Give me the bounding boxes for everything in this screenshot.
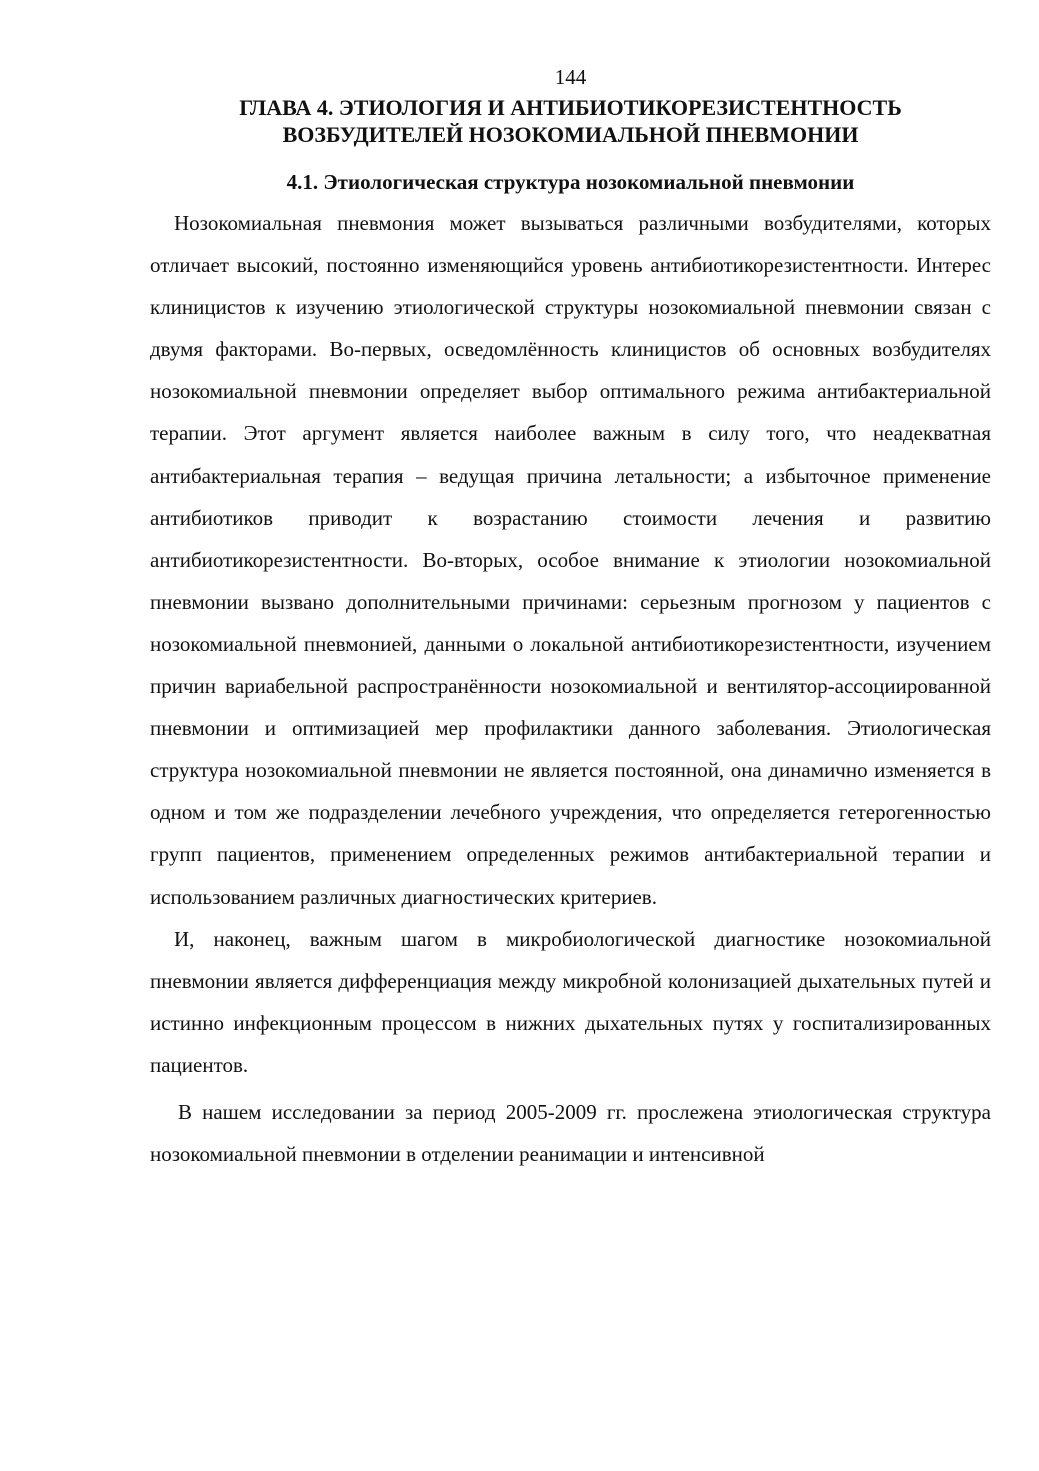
chapter-title-line-2: ВОЗБУДИТЕЛЕЙ НОЗОКОМИАЛЬНОЙ ПНЕВМОНИИ (282, 122, 859, 147)
page-number: 144 (554, 65, 587, 89)
body-paragraph-3: В нашем исследовании за период 2005-2009 гг. прослежена этиологическая структура нозокомиальной пневмонии в отделении реанимации и интенсивной (150, 1099, 991, 1167)
section-title: 4.1. Этиологическая структура нозокомиальной пневмонии (286, 170, 855, 194)
chapter-title (150, 94, 991, 148)
document-page (150, 62, 991, 1175)
chapter-title-line-1: ГЛАВА 4. ЭТИОЛОГИЯ И АНТИБИОТИКОРЕЗИСТЕНТНОСТЬ (239, 95, 902, 120)
body-paragraph-2: И, наконец, важным шагом в микробиологической диагностике нозокомиальной пневмонии является дифференциация между микробной колонизацией дыхательных путей и истинно инфекционным процессом в нижних дыхательных путях у госпитализированных пациентов. (150, 926, 991, 1077)
body-paragraph-1: Нозокомиальная пневмония может вызываться различными возбудителями, которых отличает высокий, постоянно изменяющийся уровень антибиотикорезистентности. Интерес клиницистов к изучению этиологической структуры нозокомиальной пневмонии связан с двумя факторами. Во-первых, осведомлённость клиницистов об основных возбудителях нозокомиальной пневмонии определяет выбор оптимального режима антибактериальной терапии. Этот аргумент является наиболее важным в силу того, что неадекватная антибактериальная терапия – ведущая причина летальности; а избыточное применение антибиотиков приводит к возрастанию стоимости лечения и развитию антибиотикорезистентности. Во-вторых, особое внимание к этиологии нозокомиальной пневмонии вызвано дополнительными причинами: серьезным прогнозом у пациентов с нозокомиальной пневмонией, данными о локальной антибиотикорезистентности, изучением причин вариабельной распространённости нозокомиальной и вентилятор-ассоциированной пневмонии и оптимизацией мер профилактики данного заболевания. Этиологическая структура нозокомиальной пневмонии не является постоянной, она динамично изменяется в одном и том же подразделении лечебного учреждения, что определяется гетерогенностью групп пациентов, применением определенных режимов антибактериальной терапии и использованием различных диагностических критериев. (150, 211, 991, 909)
